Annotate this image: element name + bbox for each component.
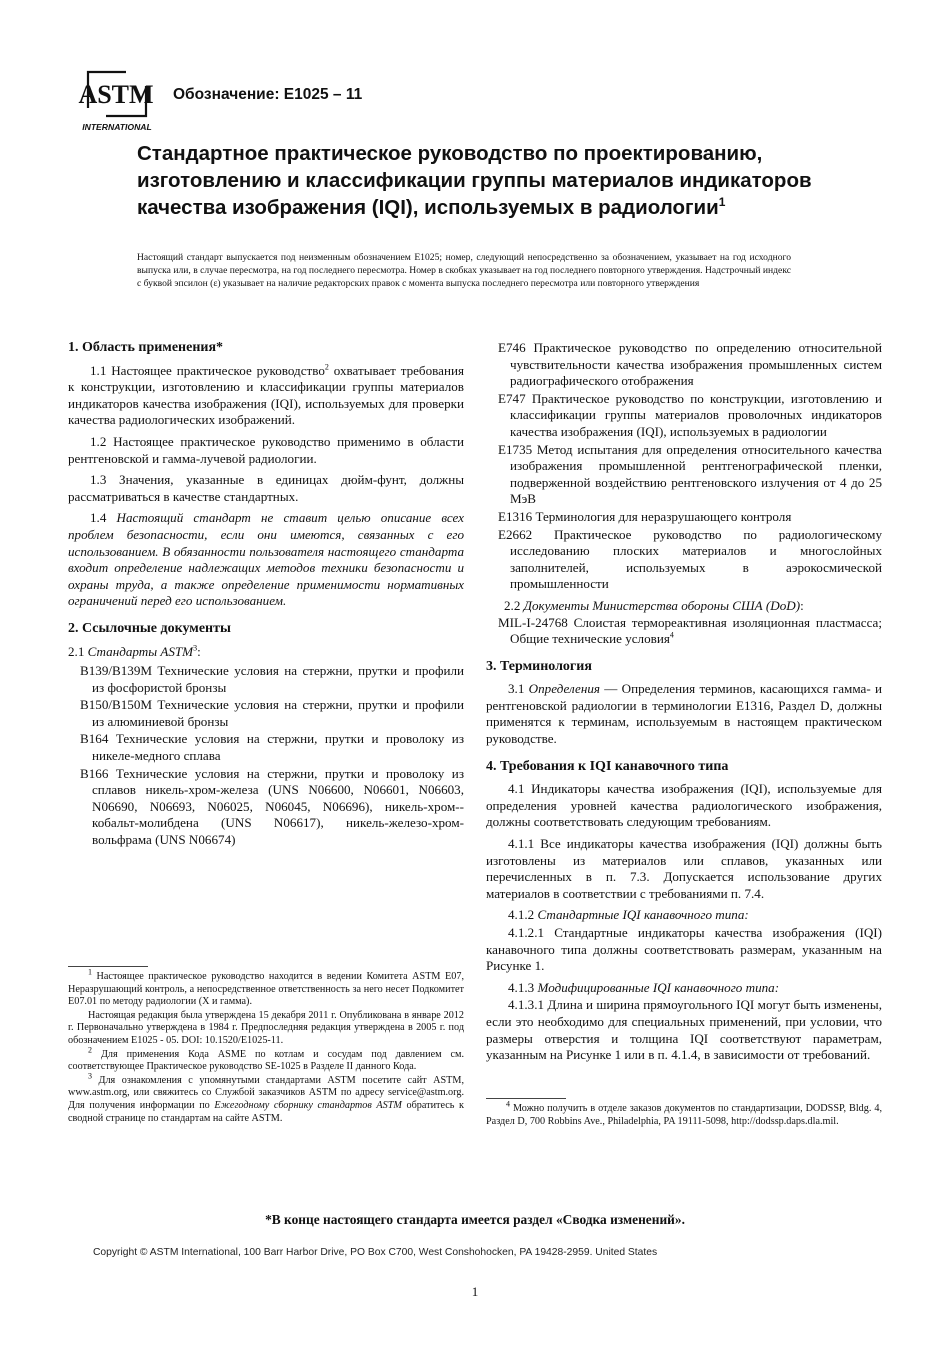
para-4-1-2-1: 4.1.2.1 Стандартные индикаторы качества изображения (IQI) канавочного типа должны соответствовать размерам, указанным на Рисунке 1. (486, 925, 882, 974)
ref-b139: B139/B139M Технические условия на стержни, прутки и профили из фосфористой бронзы (80, 663, 464, 695)
para-1-1: 1.1 Настоящее практическое руководство$^2$ охватывает требования к конструкции, изготовлению и классификации группы материалов индикаторов качества изображения (IQI), используемых для проверки качества радиологических изображений. (68, 362, 465, 428)
ref-b150: B150/B150M Технические условия на стержни, прутки и профили из алюминиевой бронзы (80, 697, 464, 729)
title-text: Стандартное практическое руководство по проектированию, изготовлению и классификации группы материалов индикаторов качества изображения (IQI), используемых в радиологии (137, 142, 812, 219)
para-1-4: 1.4 Настоящий стандарт не ставит целью описание всех проблем безопасности, если они имеются, связанных с его использованием. В обязанности пользователя настоящего стандарта входит определение надлежащих методов техники безопасности и охраны труда, а также определение применимости нормативных ограничений перед его использованием. (68, 510, 464, 609)
para-4-1-3-1: 4.1.3.1 Длина и ширина прямоугольного IQI могут быть изменены, если это необходимо для специальных применений, при условии, что размеры отверстия и толщина IQI соответствуют параметрам, указанным на Рисунке 1 или в п. 4.1.4, в зависимости от требований. (486, 997, 882, 1063)
ref-b166: B166 Технические условия на стержни, прутки и проволоку из сплавов никель-хром-железа (UNS N06600, N06601, N06603, N06690, N06693, N06025, N06045, N06696), никель-хром--кобальт-молибдена (UNS N06617), никель-железо-хром-вольфрама (UNS N06674) (80, 765, 464, 848)
footnotes-right (486, 1098, 882, 1129)
para-4-1: 4.1 Индикаторы качества изображения (IQI), используемые для определения уровней качества радиологического изображения, должны соответствовать следующим требованиям. (486, 781, 882, 830)
section-3-heading: 3. Терминология (486, 658, 592, 674)
footnote-3: $^3$ Для ознакомления с упомянутыми стандартами ASTM посетите сайт ASTM, www.astm.org, или свяжитесь со Службой заказчиков ASTM по адресу service@astm.org. Для получения информации по Ежегодному сборнику стандартов ASTM обратитесь к сводной странице по стандартам на сайте ASTM. (68, 1071, 464, 1124)
para-2-2: 2.2 Документы Министерства обороны США (DoD): (504, 597, 804, 613)
para-1-3: 1.3 Значения, указанные в единицах дюйм-фунт, должны рассматриваться в качестве стандартных. (68, 472, 464, 504)
para-4-1-2: 4.1.2 Стандартные IQI канавочного типа: (508, 907, 749, 923)
ref-e747: E747 Практическое руководство по конструкции, изготовлению и классификации группы материалов проволочных индикаторов качества изображения (IQI), используемых в радиологии (498, 390, 882, 439)
footnote-2: $^2$ Для применения Кода ASME по котлам и сосудам под давлением см. соответствующее Практическое руководство SE-1025 в Разделе II данного Кода. (68, 1045, 464, 1073)
copyright: Copyright © ASTM International, 100 Barr Harbor Drive, PO Box C700, West Conshohocken, PA 19428-2959. United States (93, 1247, 658, 1258)
section-2-heading: 2. Ссылочные документы (68, 620, 231, 636)
ref-mil: MIL-I-24768 Слоистая термореактивная изоляционная пластмасса; Общие технические условия$^4$ (498, 614, 882, 647)
preamble: Настоящий стандарт выпускается под неизменным обозначением E1025; номер, следующий непосредственно за обозначением, указывает на год исходного выпуска или, в случае пересмотра, на год последнего пересмотра. Номер в скобках указывает на год последнего повторного утверждения. Надстрочный индекс с буквой эпсилон (ε) указывает на наличие редакторских правок с момента выпуска последнего пересмотра или повторного утверждения (137, 252, 791, 289)
footnote-divider-right (486, 1098, 566, 1099)
logo-letters: ASTM (78, 80, 154, 109)
footnote-divider (68, 966, 148, 967)
footnote-1: $^1$ Настоящее практическое руководство находится в ведении Комитета ASTM E07, Неразрушающий контроль, а непосредственное ответственность за него несет Подкомитет E07.01 по методу радиологии (X и гамма). (68, 967, 464, 1008)
para-4-1-3: 4.1.3 Модифицированные IQI канавочного типа: (508, 979, 780, 995)
right-column (486, 340, 882, 1069)
ref-e1735: E1735 Метод испытания для определения относительного качества изображения промышленной рентгенографической пленки, подверженной воздействию рентгеновского излучения от 4 до 25 МэВ (498, 441, 882, 507)
footnotes-left (68, 966, 464, 1126)
ref-e746: E746 Практическое руководство по определению относительной чувствительности качества изображения промышленных систем радиографического отображения (498, 340, 882, 389)
logo-subtitle: INTERNATIONAL (82, 122, 152, 132)
ref-e2662: E2662 Практическое руководство по радиологическому исследованию плоских материалов и многослойных заполнителей, используемых в аэрокосмической промышленности (498, 526, 882, 592)
designation: Обозначение: E1025 – 11 (173, 86, 363, 103)
page-number: 1 (471, 1284, 479, 1299)
para-3-1: 3.1 Определения — Определения терминов, касающихся гамма- и рентгеновской радиологии в терминологии E1316, Раздел D, должны применятся к терминам, используемым в настоящем практическом руководстве. (486, 681, 883, 747)
document-title (137, 140, 837, 221)
summary-of-changes-note: *В конце настоящего стандарта имеется раздел «Сводка изменений». (265, 1212, 685, 1227)
para-4-1-1: 4.1.1 Все индикаторы качества изображения (IQI) должны быть изготовлены из материалов или сплавов, указанных или перечисленных в п. 7.3. Допускается использование других материалов в соответствии с требованиями п. 7.4. (486, 836, 882, 901)
astm-logo (76, 58, 158, 134)
section-1-heading: 1. Область применения* (68, 340, 224, 355)
ref-e1316: E1316 Терминология для неразрушающего контроля (498, 508, 792, 524)
para-2-1: 2.1 Стандарты ASTM$^3$: (68, 643, 201, 659)
ref-b164: B164 Технические условия на стержни, прутки и проволоку из никеле-медного сплава (80, 731, 464, 764)
left-column (68, 340, 464, 850)
title-footnote-ref: 1 (718, 195, 726, 210)
section-4-heading: 4. Требования к IQI канавочного типа (486, 758, 729, 774)
footnote-4: $^4$ Можно получить в отделе заказов документов по стандартизации, DODSSP, Bldg. 4, Раздел D, 700 Robbins Ave., Philadelphia, PA 19111-5098, http://dodssp.daps.dla.mil. (486, 1099, 882, 1127)
para-1-2: 1.2 Настоящее практическое руководство применимо в области рентгеновской и гамма-лучевой радиологии. (68, 433, 464, 466)
footnote-1-cont: Настоящая редакция была утверждена 15 декабря 2011 г. Опубликована в январе 2012 г. Первоначально утверждена в 1984 г. Предпоследняя редакция утверждена в 2005 г. под обозначением E1025 - 05. DOI: 10.1520/E1025-11. (68, 1009, 464, 1046)
